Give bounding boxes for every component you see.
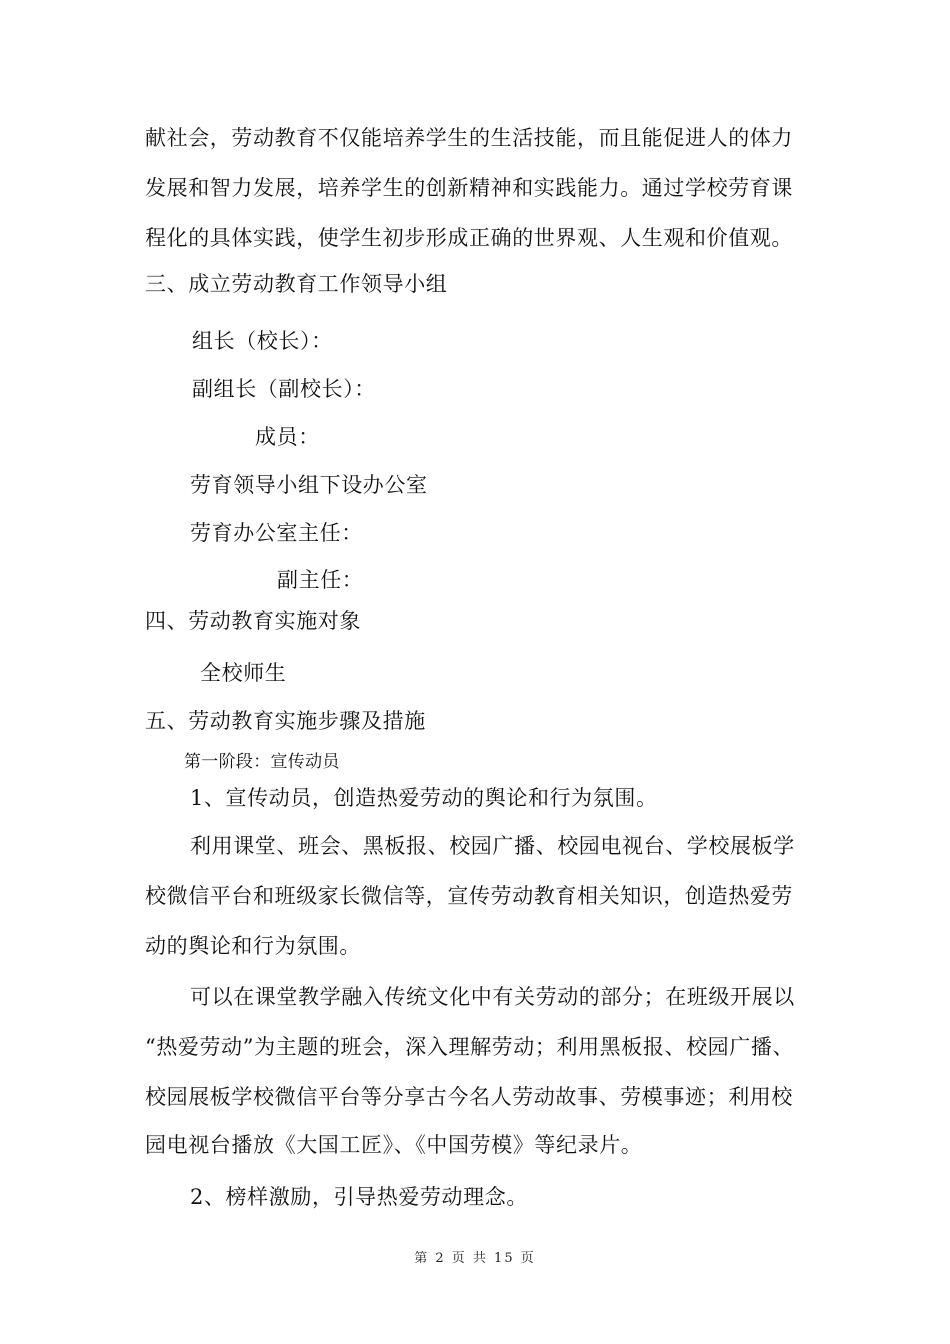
- intro-line-1: 献社会，劳动教育不仅能培养学生的生活技能，而且能促进人的体力: [145, 126, 793, 150]
- paragraph-one-line-3: 动的舆论和行为氛围。: [145, 934, 361, 958]
- office-director-label: 劳育办公室主任：: [190, 521, 363, 545]
- leader-label: 组长（校长）：: [192, 329, 333, 353]
- section-four-heading: 四、劳动教育实施对象: [145, 609, 361, 633]
- paragraph-two-line-2: “热爱劳动”为主题的班会，深入理解劳动；利用黑板报、校园广播、: [145, 1035, 795, 1059]
- target-text: 全校师生: [200, 661, 287, 685]
- page-footer: 第 2 页 共 15 页: [414, 1251, 536, 1266]
- intro-line-2: 发展和智力发展，培养学生的创新精神和实践能力。通过学校劳育课: [145, 176, 793, 200]
- stage-one-label: 第一阶段：宣传动员: [184, 752, 340, 772]
- section-five-heading: 五、劳动教育实施步骤及措施: [145, 709, 426, 733]
- office-setup-text: 劳育领导小组下设办公室: [190, 473, 428, 497]
- item-two-text: 2、榜样激励，引导热爱劳动理念。: [190, 1185, 528, 1209]
- deputy-leader-label: 副组长（副校长）：: [192, 377, 376, 401]
- item-one-text: 1、宣传动员，创造热爱劳动的舆论和行为氛围。: [190, 786, 658, 810]
- paragraph-two-line-4: 园电视台播放《大国工匠》、《中国劳模》等纪录片。: [145, 1133, 643, 1157]
- paragraph-two-line-1: 可以在课堂教学融入传统文化中有关劳动的部分；在班级开展以: [190, 985, 795, 1009]
- members-label: 成员：: [255, 425, 320, 449]
- office-deputy-label: 副主任：: [277, 568, 364, 592]
- section-three-heading: 三、成立劳动教育工作领导小组: [145, 272, 448, 296]
- paragraph-one-line-2: 校微信平台和班级家长微信等，宣传劳动教育相关知识，创造热爱劳: [145, 884, 793, 908]
- intro-line-3: 程化的具体实践，使学生初步形成正确的世界观、人生观和价值观。: [145, 226, 793, 250]
- paragraph-one-line-1: 利用课堂、班会、黑板报、校园广播、校园电视台、学校展板学: [190, 834, 795, 858]
- paragraph-two-line-3: 校园展板学校微信平台等分享古今名人劳动故事、劳模事迹；利用校: [145, 1085, 793, 1109]
